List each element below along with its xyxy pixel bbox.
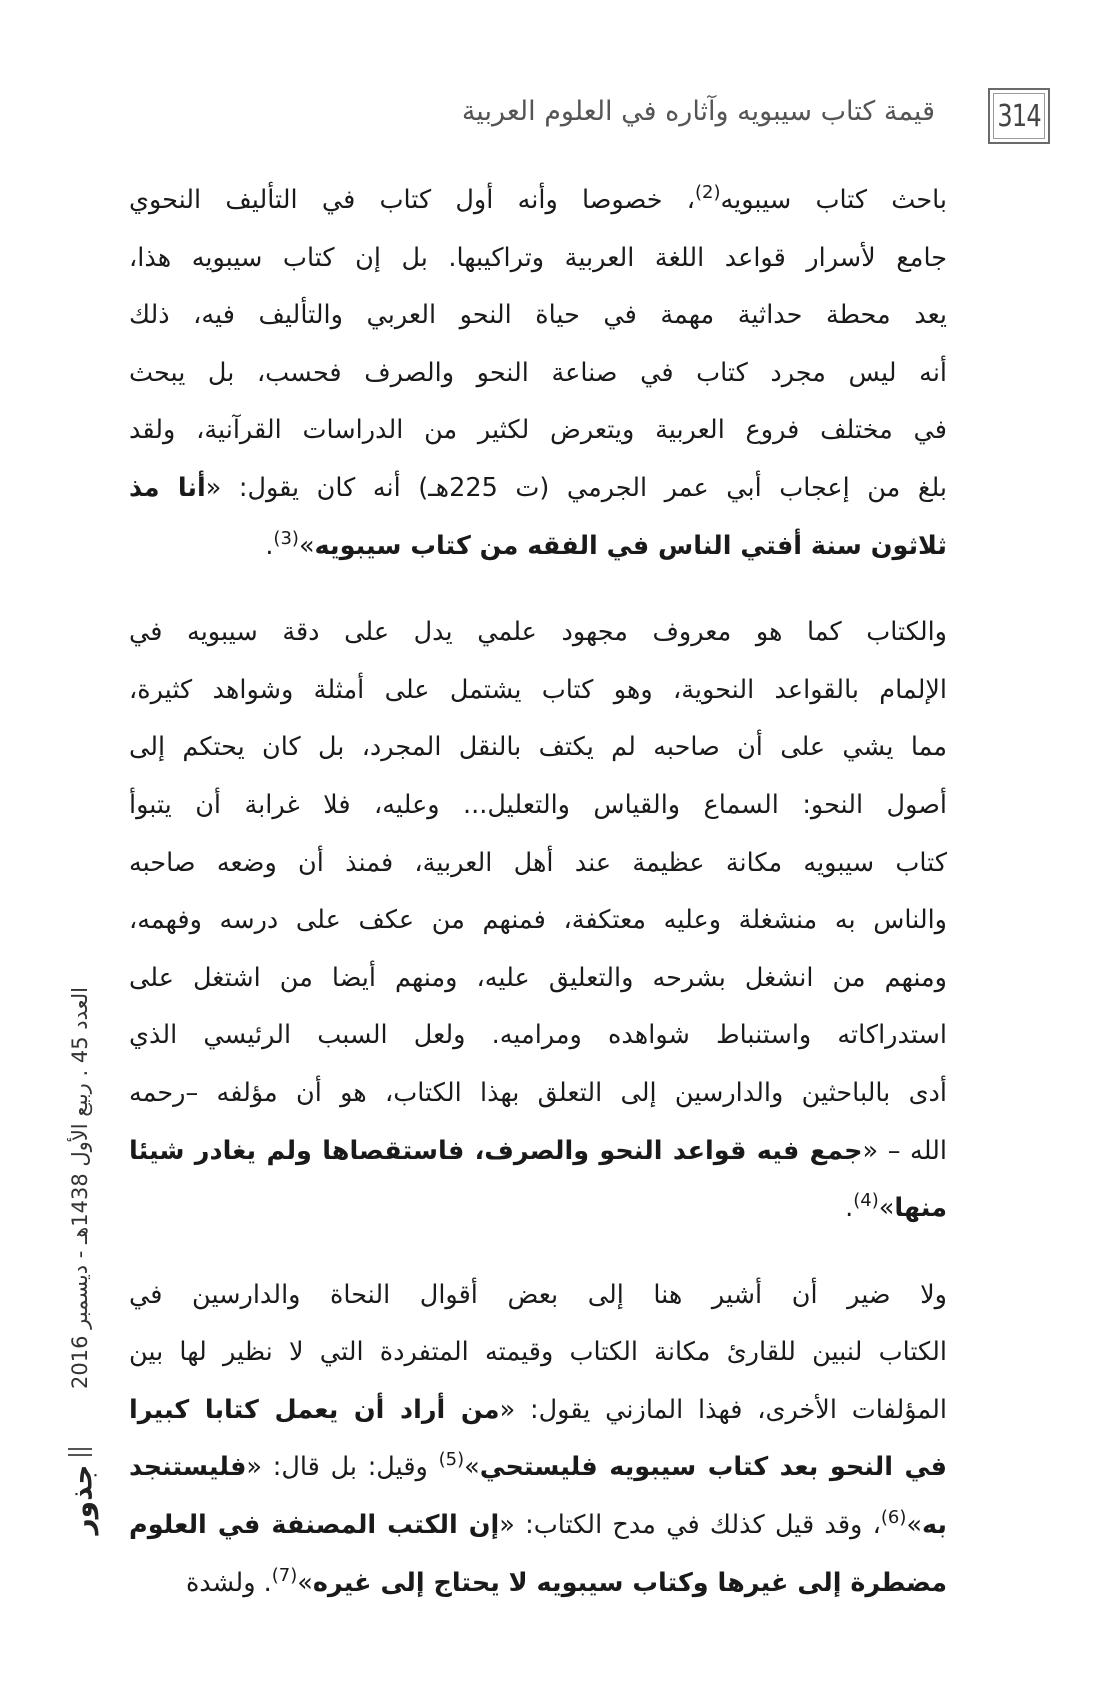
text-segment: . (845, 1193, 854, 1224)
page-number-box (988, 88, 1050, 144)
text-segment: يعد محطة حداثية مهمة في حياة النحو العربي والتأليف فيه، ذلك (129, 300, 947, 331)
footnote-ref: (2) (694, 182, 721, 203)
text-segment: أدى بالباحثين والدارسين إلى التعلق بهذا الكتاب، هو أن مؤلفه –رحمه (129, 1077, 947, 1108)
text-line (129, 1180, 947, 1238)
text-line (129, 719, 947, 777)
text-segment: » (906, 1510, 922, 1541)
footer-rule (68, 1448, 92, 1456)
text-segment: في مختلف فروع العربية ويتعرض لكثير من الدراسات القرآنية، ولقد (129, 415, 947, 446)
text-line (129, 1555, 947, 1613)
text-segment: ، خصوصا وأنه أول كتاب في التأليف النحوي (129, 185, 695, 215)
text-segment: كتاب سيبويه مكانة عظيمة عند أهل العربية، فمنذ أن وضعه صاحبه (129, 847, 947, 878)
quoted-text: منها (894, 1193, 947, 1224)
footnote-ref: (7) (271, 1564, 298, 1586)
text-line (129, 662, 947, 720)
quoted-text: جمع فيه قواعد النحو والصرف، فاستقصاها ولم يغادر شيئا (129, 1135, 863, 1166)
text-segment: أنه ليس مجرد كتاب في صناعة النحو والصرف فحسب، بل يبحث (129, 357, 947, 388)
paragraph (129, 172, 947, 575)
text-segment: مما يشي على أن صاحبه لم يكتف بالنقل المجرد، بل كان يحتكم إلى (129, 732, 947, 763)
footnote-ref: (4) (853, 1190, 879, 1212)
text-segment: ولا ضير أن أشير هنا إلى بعض أقوال النحاة والدارسين في (129, 1279, 947, 1310)
text-segment: أصول النحو: السماع والقياس والتعليل... وعليه، فلا غرابة أن يتبوأ (129, 789, 947, 820)
paragraph (129, 604, 947, 1238)
text-line (129, 1267, 947, 1325)
text-segment: والناس به منشغلة وعليه معتكفة، فمنهم من عكف على درسه وفهمه، (129, 905, 947, 936)
quoted-text: مضطرة إلى غيرها وكتاب سيبويه لا يحتاج إلى غيره (312, 1567, 947, 1598)
text-segment: الإلمام بالقواعد النحوية، وهو كتاب يشتمل على أمثلة وشواهد كثيرة، (129, 674, 947, 705)
journal-logo (62, 1464, 102, 1534)
text-line (129, 460, 947, 518)
text-segment: . ولشدة (185, 1567, 272, 1598)
text-segment: جامع لأسرار قواعد اللغة العربية وتراكيبها. بل إن كتاب سيبويه هذا، (129, 242, 947, 273)
text-line (129, 287, 947, 345)
text-line (129, 230, 947, 288)
quoted-text: من أراد أن يعمل كتابا كبيرا (129, 1394, 500, 1425)
page-number: 314 (997, 98, 1041, 134)
issue-info: العدد 45 . ربيع الأول 1438هـ - ديسمبر 2016 (68, 987, 92, 1389)
article-body (129, 172, 947, 1612)
footnote-ref: (5) (438, 1449, 465, 1471)
quoted-text: إن الكتب المصنفة في العلوم (129, 1510, 500, 1541)
paragraph (129, 1267, 947, 1613)
text-line (129, 835, 947, 893)
text-segment: استدراكاته واستنباط شواهده ومراميه. ولعل السبب الرئيسي الذي (129, 1020, 947, 1051)
text-segment: » (878, 1193, 895, 1224)
text-segment: باحث كتاب سيبويه (720, 185, 947, 215)
text-segment: ومنهم من انشغل بشرحه والتعليق عليه، ومنهم أيضا من اشتغل على (129, 962, 947, 993)
text-line (129, 1065, 947, 1123)
quoted-text: به (921, 1510, 947, 1541)
text-line (129, 777, 947, 835)
text-line (129, 604, 947, 662)
text-segment: . (265, 530, 274, 561)
text-line (129, 1007, 947, 1065)
text-segment: بلغ من إعجاب أبي عمر الجرمي (ت 225هـ) أنه كان يقول: « (205, 472, 947, 503)
text-line (129, 518, 947, 576)
text-line (129, 345, 947, 403)
text-segment: ، وقد قيل كذلك في مدح الكتاب: « (499, 1510, 881, 1541)
running-title: قيمة كتاب سيبويه وآثاره في العلوم العربية (461, 96, 935, 127)
text-line (129, 1497, 947, 1555)
text-segment: وقيل: بل قال: « (246, 1452, 439, 1483)
journal-logo-text: جذور (65, 1464, 99, 1534)
text-line (129, 172, 947, 230)
text-line (129, 1123, 947, 1181)
text-segment: المؤلفات الأخرى، فهذا المازني يقول: « (499, 1394, 947, 1425)
text-segment: » (464, 1452, 480, 1483)
text-segment: الله – « (862, 1135, 947, 1166)
quoted-text: في النحو بعد كتاب سيبويه فليستحي (479, 1452, 947, 1483)
text-line (129, 892, 947, 950)
footnote-ref: (3) (273, 527, 299, 549)
text-line (129, 1382, 947, 1440)
text-segment: الكتاب لنبين للقارئ مكانة الكتاب وقيمته المتفردة التي لا نظير لها بين (129, 1337, 947, 1368)
text-line (129, 1324, 947, 1382)
text-line (129, 402, 947, 460)
text-line (129, 1439, 947, 1497)
quoted-text: أنا مذ (129, 472, 206, 503)
quoted-text: ثلاثون سنة أفتي الناس في الفقه من كتاب سيبويه (314, 530, 947, 561)
text-segment: » (297, 1567, 313, 1598)
text-segment: والكتاب كما هو معروف مجهود علمي يدل على دقة سيبويه في (129, 617, 947, 648)
text-segment: » (298, 530, 315, 561)
quoted-text: فليستنجد (129, 1452, 247, 1483)
text-line (129, 950, 947, 1008)
footnote-ref: (6) (880, 1507, 907, 1529)
